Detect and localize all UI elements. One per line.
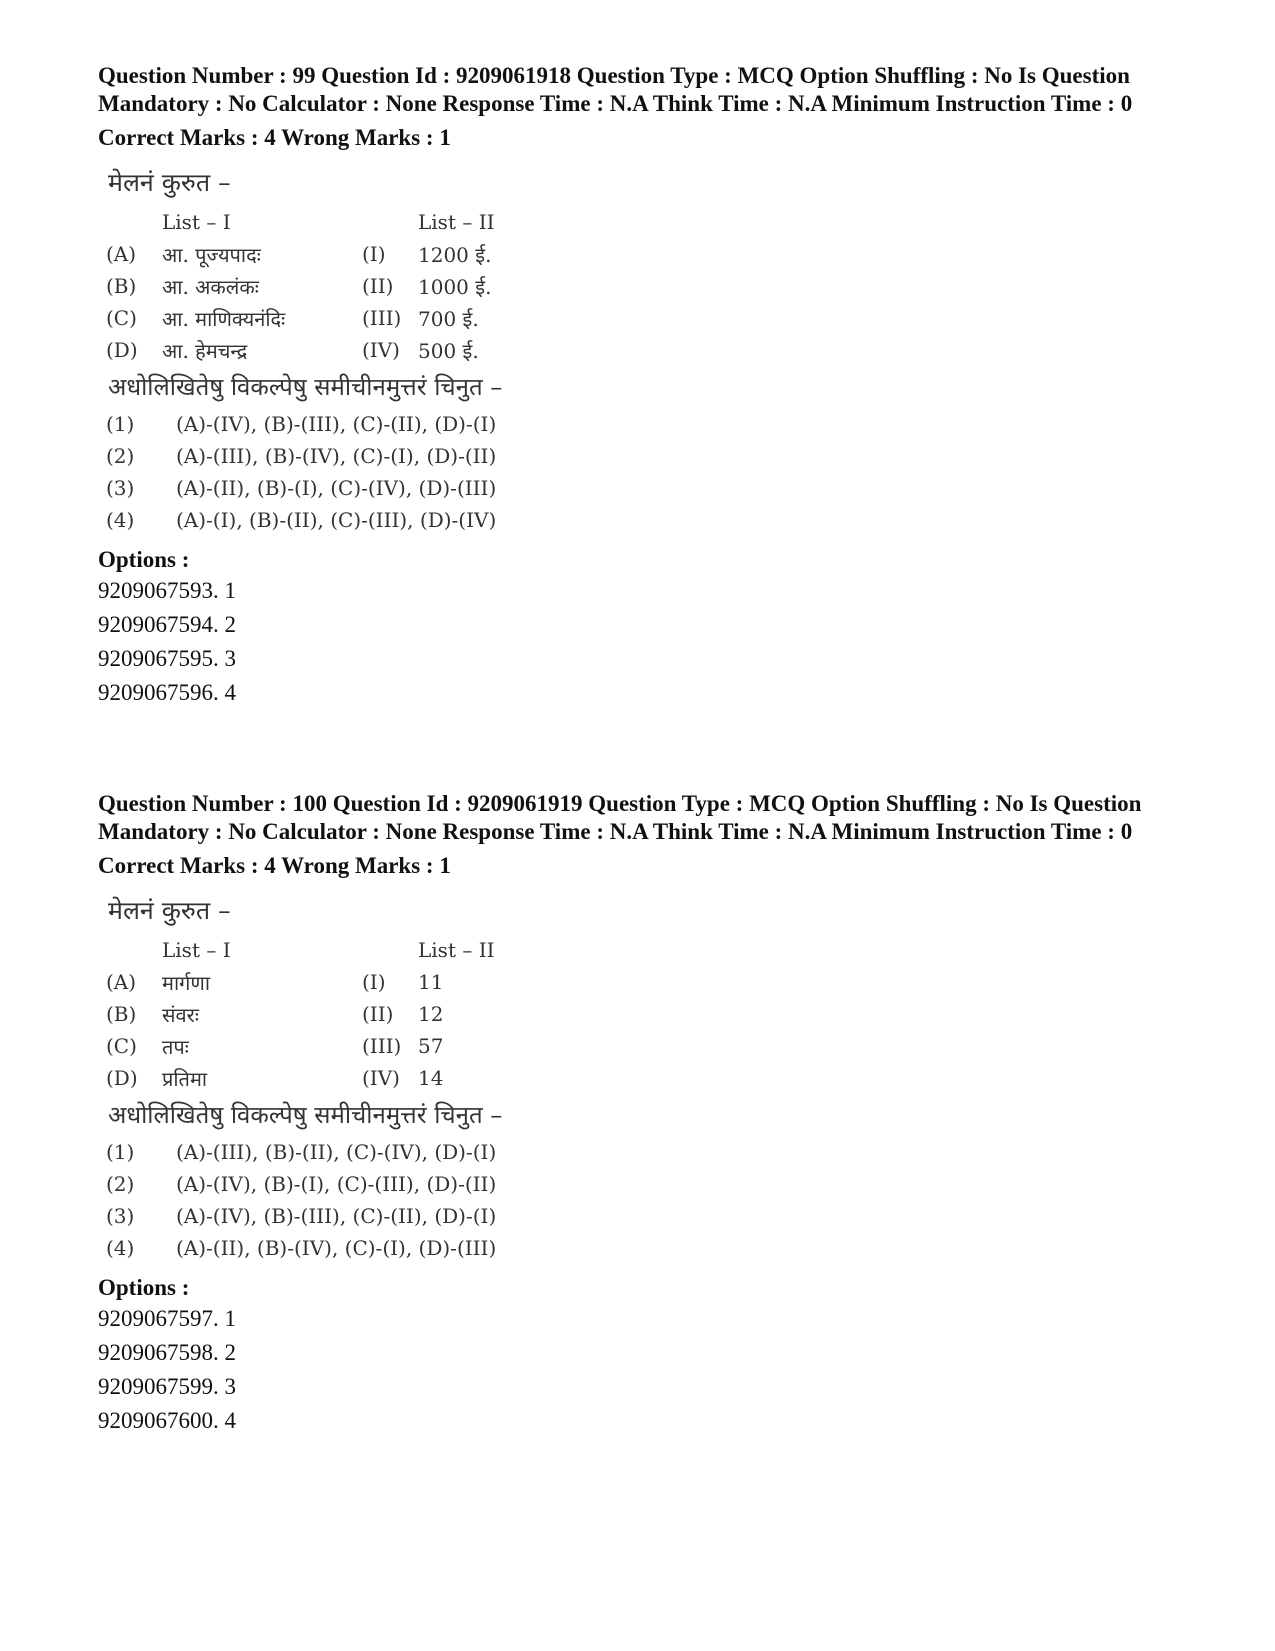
question-instruction: अधोलिखितेषु विकल्पेषु समीचीनमुत्तरं चिनुत – [108,373,503,401]
match-row [106,966,538,998]
match-row [106,270,538,302]
options-heading: Options : [98,547,190,572]
row-num: (II) [362,1002,394,1026]
row-num: (IV) [362,338,400,362]
row-label: (C) [106,306,137,330]
choice-num: (3) [106,476,135,500]
choice-num: (4) [106,1236,135,1260]
choice-num: (4) [106,508,135,532]
choice-text: (A)-(I), (B)-(II), (C)-(III), (D)-(IV) [176,508,497,532]
row-label: (D) [106,338,138,362]
list2-header: List – II [418,938,495,962]
match-row [106,998,538,1030]
row-left: आ. माणिक्यनंदिः [162,306,286,331]
row-left: आ. अकलंकः [162,274,259,299]
row-num: (IV) [362,1066,400,1090]
options-heading: Options : [98,1275,190,1300]
list1-header: List – I [162,210,231,234]
row-right: 700 ई. [418,306,479,331]
choice-text: (A)-(IV), (B)-(I), (C)-(III), (D)-(II) [176,1172,497,1196]
option-item: 9209067598. 2 [98,1340,236,1365]
choice-num: (1) [106,412,135,436]
question-block-100 [98,790,1188,1438]
match-row [106,238,538,270]
option-item: 9209067593. 1 [98,578,236,603]
row-num: (III) [362,306,402,330]
list1-header: List – I [162,938,231,962]
row-right: 57 [418,1034,444,1058]
match-row [106,1062,538,1094]
match-row [106,302,538,334]
choice-row [106,408,496,440]
choice-num: (3) [106,1204,135,1228]
row-left: प्रतिमा [162,1066,208,1091]
choice-table [106,408,496,536]
match-row [106,1030,538,1062]
question-meta: Question Number : 100 Question Id : 9209061919 Question Type : MCQ Option Shuffling : No Is Question Mandatory : No Calculator : None Response Time : N.A Think Time : N.A Minimum Instruction Time : 0 [98,791,1142,844]
option-item: 9209067596. 4 [98,680,236,705]
question-title: मेलनं कुरुत – [108,168,231,197]
choice-text: (A)-(II), (B)-(I), (C)-(IV), (D)-(III) [176,476,497,500]
choice-text: (A)-(III), (B)-(II), (C)-(IV), (D)-(I) [176,1140,497,1164]
row-right: 12 [418,1002,444,1026]
question-instruction: अधोलिखितेषु विकल्पेषु समीचीनमुत्तरं चिनुत – [108,1101,503,1129]
question-image [98,160,558,536]
question-marks: Correct Marks : 4 Wrong Marks : 1 [98,125,451,150]
row-label: (A) [106,970,137,994]
choice-text: (A)-(II), (B)-(IV), (C)-(I), (D)-(III) [176,1236,497,1260]
choice-text: (A)-(III), (B)-(IV), (C)-(I), (D)-(II) [176,444,497,468]
choice-row [106,1200,496,1232]
choice-row [106,1168,496,1200]
row-label: (D) [106,1066,138,1090]
row-right: 11 [418,970,444,994]
choice-num: (1) [106,1140,135,1164]
row-num: (I) [362,970,386,994]
match-table [106,934,538,1094]
match-table [106,206,538,366]
option-item: 9209067595. 3 [98,646,236,671]
choice-row [106,1136,496,1168]
choice-row [106,504,496,536]
question-meta: Question Number : 99 Question Id : 9209061918 Question Type : MCQ Option Shuffling : No Is Question Mandatory : No Calculator : None Response Time : N.A Think Time : N.A Minimum Instruction Time : 0 [98,63,1133,116]
row-num: (I) [362,242,386,266]
match-row [106,334,538,366]
option-item: 9209067594. 2 [98,612,236,637]
choice-row [106,440,496,472]
question-image [98,888,558,1264]
row-label: (A) [106,242,137,266]
row-left: आ. हेमचन्द्र [162,338,248,363]
row-label: (B) [106,274,137,298]
question-title: मेलनं कुरुत – [108,896,231,925]
row-right: 1200 ई. [418,242,492,267]
question-marks: Correct Marks : 4 Wrong Marks : 1 [98,853,451,878]
row-left: तपः [162,1034,189,1059]
choice-num: (2) [106,1172,135,1196]
row-label: (B) [106,1002,137,1026]
choice-num: (2) [106,444,135,468]
choice-row [106,472,496,504]
row-num: (II) [362,274,394,298]
choice-row [106,1232,496,1264]
option-item: 9209067599. 3 [98,1374,236,1399]
row-label: (C) [106,1034,137,1058]
row-num: (III) [362,1034,402,1058]
choice-text: (A)-(IV), (B)-(III), (C)-(II), (D)-(I) [176,412,497,436]
question-block-99 [98,62,1188,710]
option-item: 9209067597. 1 [98,1306,236,1331]
row-left: संवरः [162,1002,199,1027]
row-left: मार्गणा [162,970,211,995]
list2-header: List – II [418,210,495,234]
choice-text: (A)-(IV), (B)-(III), (C)-(II), (D)-(I) [176,1204,497,1228]
option-item: 9209067600. 4 [98,1408,236,1433]
row-right: 14 [418,1066,444,1090]
row-left: आ. पूज्यपादः [162,242,261,267]
row-right: 1000 ई. [418,274,492,299]
row-right: 500 ई. [418,338,479,363]
choice-table [106,1136,496,1264]
